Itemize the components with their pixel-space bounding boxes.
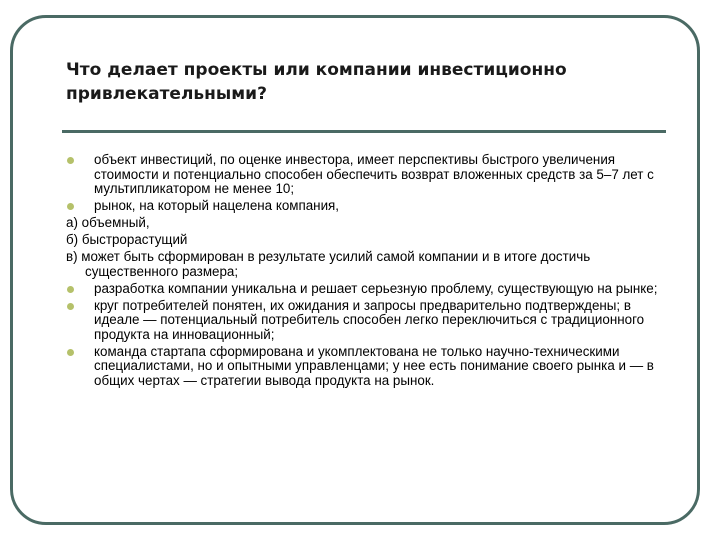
list-item-text: круг потребителей понятен, их ожидания и запросы предварительно подтверждены; в идеале — потенциальный потребитель способен легко переключиться с традиционного продукта на инновационный; — [94, 297, 645, 342]
bullet-dot-icon — [67, 203, 74, 210]
list-item — [66, 199, 666, 214]
list-item — [66, 345, 666, 389]
list-item-text: объект инвестиций, по оценке инвестора, имеет перспективы быстрого увеличения стоимости и потенциально способен обеспечить возврат вложенных средств за 5–7 лет с мультипликатором не менее 10; — [94, 152, 654, 197]
list-subitem — [66, 250, 666, 279]
list-item-text: рынок, на который нацелена компания, — [94, 198, 340, 214]
list-item-text: разработка компании уникальна и решает серьезную проблему, существующую на рынке; — [94, 280, 658, 296]
slide-title: Что делает проекты или компании инвестиционно привлекательными? — [66, 60, 567, 104]
bullet-dot-icon — [67, 286, 74, 293]
bullet-list — [66, 153, 666, 391]
list-subitem — [66, 233, 666, 248]
list-item-text: команда стартапа сформирована и укомплектована не только научно-техническими специалистами, но и опытными управленцами; у нее есть понимание своего рынка и — в общих чертах — стратегии вывода продукта на рынок. — [94, 343, 654, 389]
bullet-dot-icon — [67, 303, 74, 310]
list-subitem — [66, 216, 666, 231]
bullet-dot-icon — [67, 157, 74, 164]
list-subitem-text: а) объемный, — [66, 215, 150, 231]
list-subitem-text: б) быстрорастущий — [66, 232, 188, 248]
bullet-dot-icon — [67, 349, 74, 356]
title-divider — [62, 130, 666, 133]
list-subitem-text: в) может быть сформирован в результате усилий самой компании и в итоге достичь существенного размера; — [66, 249, 591, 279]
list-item — [66, 299, 666, 343]
list-item — [66, 282, 666, 297]
list-item — [66, 153, 666, 197]
